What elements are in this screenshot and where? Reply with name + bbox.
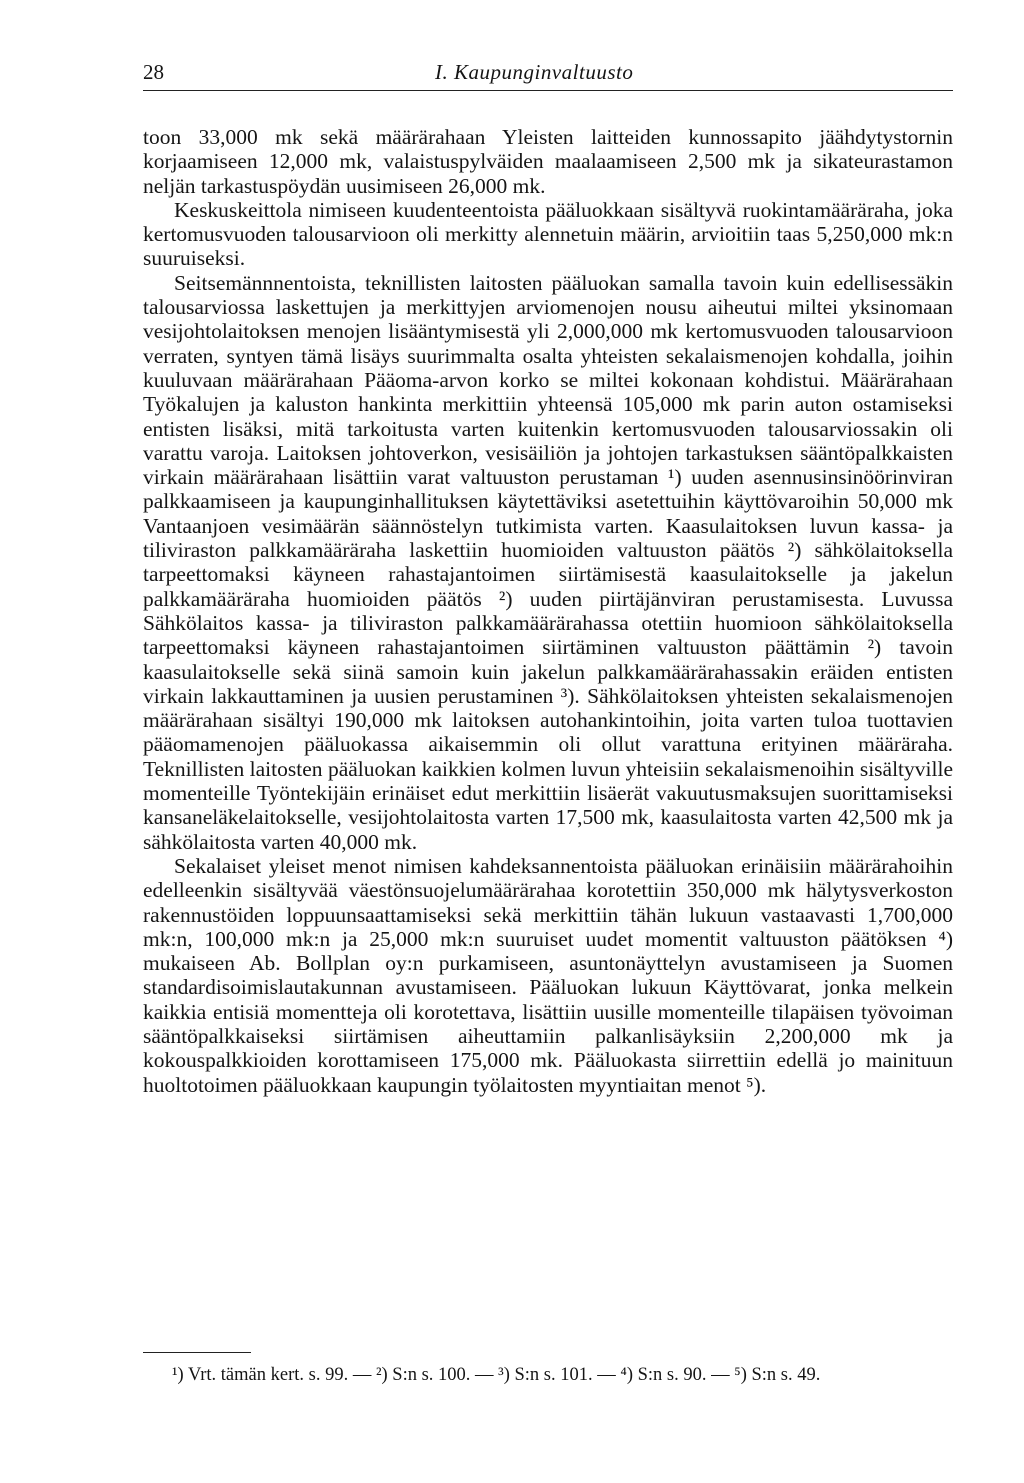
header-rule (143, 90, 953, 91)
paragraph-keskuskeittola: Keskuskeittola nimiseen kuudenteentoista pääluokkaan sisältyvä ruokintamääräraha, joka kertomusvuoden talousarvioon oli merkitty alennetuin määrin, arvioitiin taas 5,250,000 mk:n suuruiseksi. (143, 197, 953, 271)
paragraph-teknilliset-laitokset: Seitsemännnentoista, teknillisten laitosten pääluokan samalla tavoin kuin edellisessäkin talousarviossa laskettujen ja merkittyjen arviomenojen nousu aiheutui miltei yksinomaan vesijohtolaitoksen menojen lisääntymisestä yli 2,000,000 mk kertomusvuoden talousarvioon verraten, syntyen tämä lisäys suurimmalta osalta yhteisten sekalaismenojen kohdalla, joihin kuuluvaan määrärahaan Pääoma-arvon korko se miltei kokonaan kohdistui. Määrärahaan Työkalujen ja kaluston hankinta merkittiin yhteensä 105,000 mk parin auton ostamiseksi entisten lisäksi, mitä tarkoitusta varten kuitenkin kertomusvuoden talousarviossakin oli varattu varoja. Laitoksen johtoverkon, vesisäiliön ja johtojen tarkastuksen sääntöpalkkaisten virkain määrärahaan lisättiin varat valtuuston perustaman ¹) uuden asennusinsinöörinviran palkkaamiseen ja kaupunginhallituksen käytettäviksi asetettuihin käyttövaroihin 50,000 mk Vantaanjoen vesimäärän säännöstelyn tutkimista varten. Kaasulaitoksen luvun kassa- ja tiliviraston palkkamääräraha laskettiin huomioiden valtuuston päätös ²) sähkölaitoksella tarpeettomaksi käyneen rahastajantoimen siirtämisestä kaasulaitokselle ja jakelun palkkamääräraha huomioiden päätös ²) uuden piirtäjänviran perustamisesta. Luvussa Sähkölaitos kassa- ja tiliviraston palkkamäärärahassa otettiin huomioon sähkölaitoksella tarpeettomaksi käyneen rahastajantoimen siirtäminen valtuuston päättämin ²) tavoin kaasulaitokselle sekä siinä samoin kuin jakelun palkkamäärärahassakin eräiden entisten virkain lakkauttaminen ja uusien perustaminen ³). Sähkölaitoksen yhteisten sekalaismenojen määrärahaan sisältyi 190,000 mk laitoksen autohankintoihin, joita varten tuloa tuottavien pääomamenojen pääluokassa aikaisemmin oli ollut varattuna erityinen määräraha. Teknillisten laitosten pääluokan kaikkien kolmen luvun yhteisiin sekalaismenoihin sisältyville momenteille Työntekijäin erinäiset edut merkittiin lisäerät vakuutusmaksujen suorittamiseksi kansaneläkelaitokselle, vesijohtolaitosta varten 17,500 mk, kaasulaitosta varten 42,500 mk ja sähkölaitosta varten 40,000 mk. (143, 270, 953, 854)
body-text (143, 125, 953, 1097)
running-title: I. Kaupunginvaltuusto (435, 60, 634, 84)
footnote-rule (143, 1352, 251, 1353)
footnotes (172, 1364, 952, 1387)
paragraph-continued: toon 33,000 mk sekä määrärahaan Yleisten laitteiden kunnossapito jäähdytystornin korjaamiseen 12,000 mk, valaistuspylväiden maalaamiseen 2,500 mk ja sikateurastamon neljän tarkastuspöydän uusimiseen 26,000 mk. (143, 125, 953, 198)
running-head (143, 60, 953, 90)
paragraph-sekalaiset-menot: Sekalaiset yleiset menot nimisen kahdeksannentoista pääluokan erinäisiin määrärahoihin edelleenkin sisältyvää väestönsuojelumäärärahaa korotettiin 350,000 mk hälytysverkoston rakennustöiden loppuunsaattamiseksi sekä merkittiin tähän lukuun vastaavasti 1,700,000 mk:n, 100,000 mk:n ja 25,000 mk:n suuruiset uudet momentit valtuuston päätöksen ⁴) mukaiseen Ab. Bollplan oy:n purkamiseen, asuntonäyttelyn avustamiseen ja Suomen standardisoimislautakunnan avustamiseen. Pääluokan lukuun Käyttövarat, jonka melkein kaikkia entisiä momentteja oli korotettava, lisättiin uusille momenteille tilapäisen työvoiman sääntöpalkkaiseksi siirtämisen aiheuttamiin palkanlisäyksiin 2,200,000 mk ja kokouspalkkioiden korottamiseen 175,000 mk. Pääluokasta siirrettiin edellä jo mainituun huoltotoimen pääluokkaan kaupungin työlaitosten myyntiaitan menot ⁵). (143, 853, 953, 1097)
footnote-text: ¹) Vrt. tämän kert. s. 99. — ²) S:n s. 100. — ³) S:n s. 101. — ⁴) S:n s. 90. — ⁵) S:n s. 49. (172, 1365, 821, 1385)
page-number: 28 (143, 60, 164, 84)
